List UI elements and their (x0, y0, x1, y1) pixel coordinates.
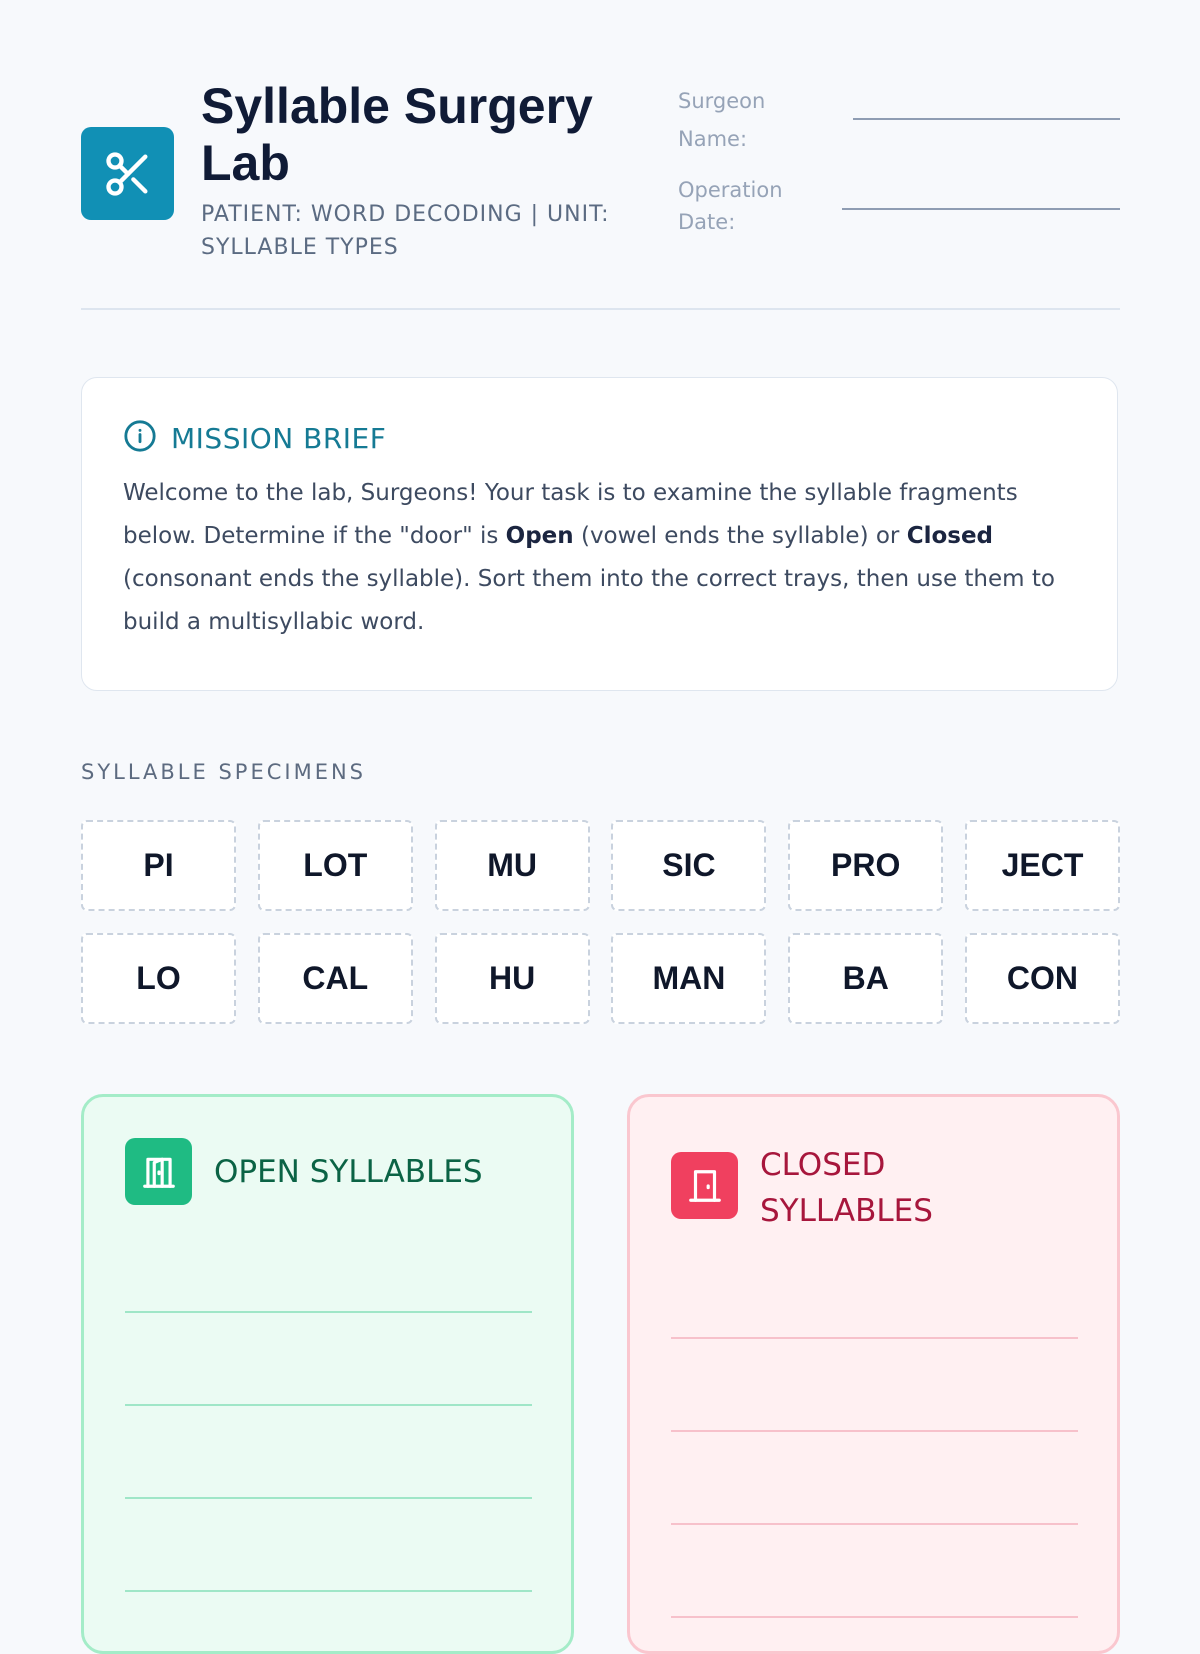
student-info (678, 82, 1120, 238)
mission-brief-card (81, 377, 1118, 691)
syllable-tile[interactable]: MU (435, 820, 590, 911)
closed-door-icon (671, 1152, 738, 1219)
mission-brief-text (123, 472, 1077, 644)
operation-date-label: Operation Date: (678, 178, 783, 234)
syllable-tile[interactable]: SIC (611, 820, 766, 911)
open-tray-writing-line[interactable] (125, 1311, 532, 1313)
open-door-icon (125, 1138, 192, 1205)
specimens-grid (81, 820, 1120, 1024)
syllable-tile[interactable]: MAN (611, 933, 766, 1024)
brief-open-word: Open (505, 523, 574, 549)
brief-text-part-3: (consonant ends the syllable). Sort them into the correct trays, then use them to build a multisyllabic word. (123, 566, 1055, 635)
closed-syllables-title: CLOSED SYLLABLES (760, 1147, 933, 1229)
closed-tray-writing-line[interactable] (671, 1337, 1078, 1339)
brief-text-part-1: Welcome to the lab, Surgeons! Your task is to examine the syllable fragments below. Determine if the "door" is (123, 480, 1018, 549)
open-tray-writing-line[interactable] (125, 1590, 532, 1592)
closed-tray-writing-line[interactable] (671, 1430, 1078, 1432)
closed-tray-writing-line[interactable] (671, 1523, 1078, 1525)
title-block (201, 78, 641, 264)
info-icon (123, 419, 157, 457)
surgeon-name-row (678, 82, 1120, 174)
worksheet-header (81, 0, 1120, 310)
operation-date-field[interactable] (842, 208, 1120, 210)
mission-brief-header (123, 418, 1077, 458)
scissors-icon (81, 127, 174, 220)
syllable-tile[interactable]: BA (788, 933, 943, 1024)
operation-date-row (678, 174, 1120, 238)
closed-tray-writing-line[interactable] (671, 1616, 1078, 1618)
brief-text-part-2: (vowel ends the syllable) or (573, 523, 907, 549)
closed-syllables-tray[interactable] (627, 1094, 1120, 1654)
syllable-tile[interactable]: CAL (258, 933, 413, 1024)
syllable-tile[interactable]: LO (81, 933, 236, 1024)
page-title: Syllable Surgery Lab (201, 78, 593, 191)
syllable-tile[interactable]: PRO (788, 820, 943, 911)
syllable-tile[interactable]: CON (965, 933, 1120, 1024)
open-tray-writing-line[interactable] (125, 1404, 532, 1406)
page-subtitle: PATIENT: WORD DECODING | UNIT: SYLLABLE TYPES (201, 202, 610, 260)
syllable-tile[interactable]: LOT (258, 820, 413, 911)
syllable-tile[interactable]: PI (81, 820, 236, 911)
mission-brief-title: MISSION BRIEF (171, 421, 387, 455)
open-syllables-tray[interactable] (81, 1094, 574, 1654)
worksheet-page (81, 0, 1120, 1229)
surgeon-name-label: Surgeon Name: (678, 89, 766, 151)
surgeon-name-field[interactable] (853, 118, 1120, 120)
open-tray-writing-line[interactable] (125, 1497, 532, 1499)
open-syllables-title: OPEN SYLLABLES (214, 1154, 483, 1190)
brief-closed-word: Closed (906, 523, 994, 549)
syllable-tile[interactable]: JECT (965, 820, 1120, 911)
syllable-tile[interactable]: HU (435, 933, 590, 1024)
specimens-heading: SYLLABLE SPECIMENS (81, 760, 366, 784)
